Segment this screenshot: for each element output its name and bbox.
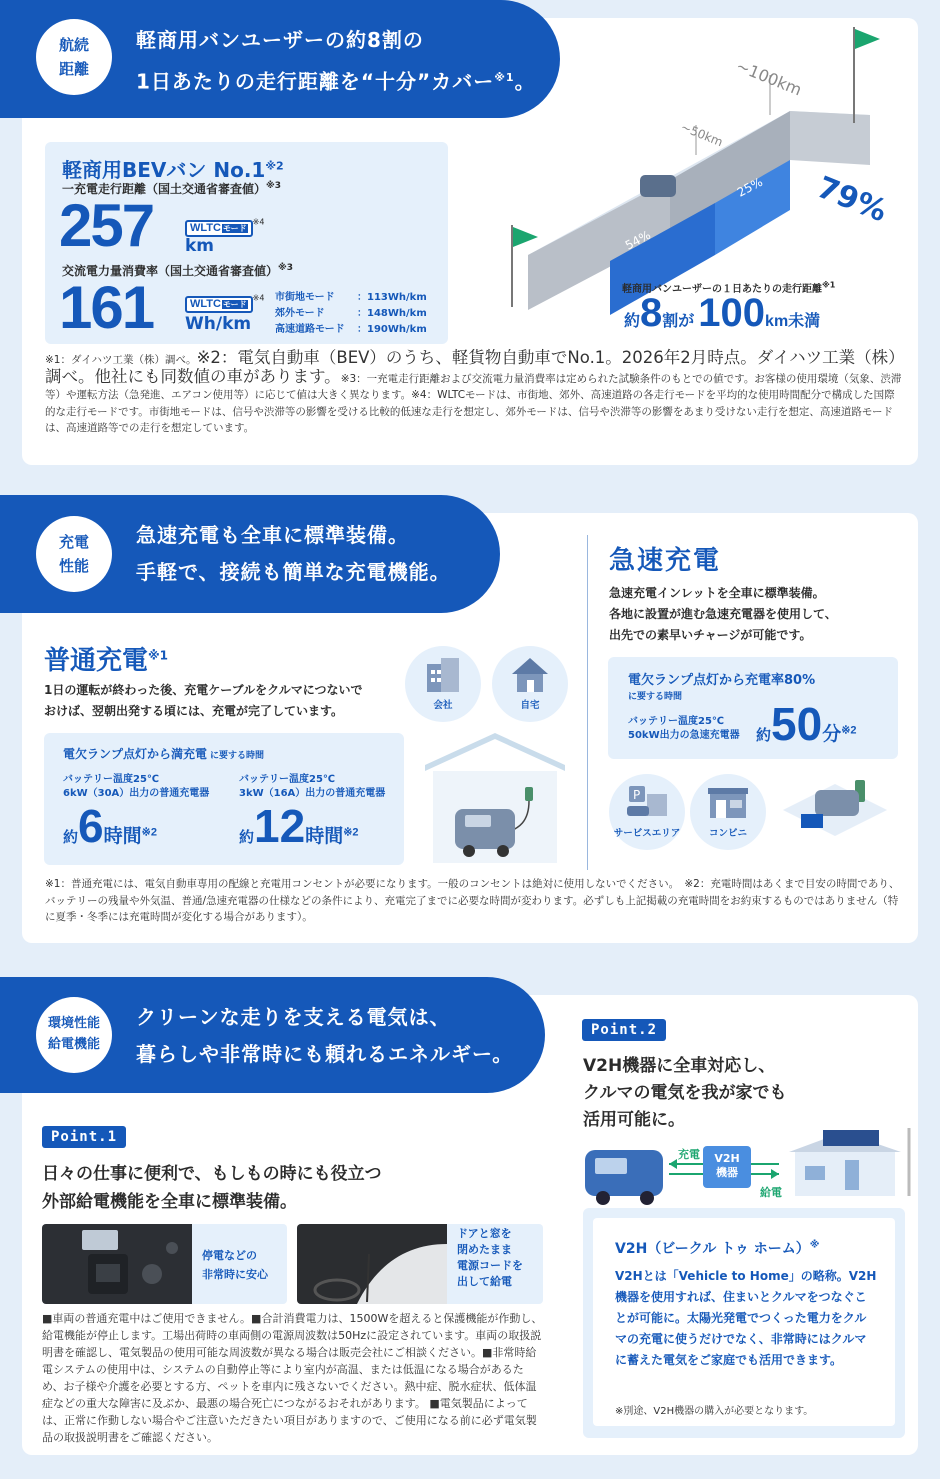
photo2-caption: ドアと窓を 閉めたまま 電源コードを 出して給電 <box>457 1227 523 1288</box>
summary-unit: km未満 <box>765 313 821 330</box>
charge-header-text: 急速充電も全車に標準装備。 手軽で、接続も簡単な充電機能。 <box>136 523 451 584</box>
charge-badge: 充電 性能 <box>36 516 112 592</box>
v2h-title <box>615 1238 819 1258</box>
v2h-desc: V2Hとは「Vehicle to Home」の略称。V2H機器を使用すれば、住まいとクルマをつなぐことが可能に。太陽光発電でつくった電力をクルマの充電に使うだけでなく、非常時にはクルマに蓄えた電気をご家庭でも活用できます。 <box>615 1269 877 1367</box>
quick-title: 急速充電 <box>609 546 722 576</box>
solar-panel <box>823 1130 879 1146</box>
charge-header <box>0 495 500 613</box>
chart-caption-mark: ※1 <box>822 280 836 290</box>
consumption-value: 161 <box>59 274 154 341</box>
normal-box-title-text: 電欠ランプ点灯から満充電 <box>63 747 208 761</box>
chart-caption-text: 軽商用バンユーザーの１日あたりの走行距離 <box>622 284 822 295</box>
mode-name: 郊外モード <box>275 308 325 319</box>
office-icon <box>423 656 463 694</box>
range-value: 257 <box>59 192 154 259</box>
mode-value: 148Wh/km <box>367 308 427 319</box>
quick-box-title: 電欠ランプ点灯から充電率80% <box>628 673 816 688</box>
chart-summary <box>624 291 820 336</box>
mode-value: 113Wh/km <box>367 292 427 303</box>
wltc-mark-2: ※4 <box>252 293 265 303</box>
c6-mark: ※2 <box>141 826 157 839</box>
normal-box-title <box>63 745 264 762</box>
v2h-note: ※別途、V2H機器の購入が必要となります。 <box>615 1406 814 1417</box>
conv-circle <box>690 774 766 850</box>
c12-mark: ※2 <box>343 826 359 839</box>
range-header-end: 。 <box>514 69 536 94</box>
company-circle <box>405 646 481 722</box>
normal-desc: 1日の運転が終わった後、充電ケーブルをクルマにつないで おけば、翌朝出発する頃には、充電が完了しています。 <box>44 683 363 718</box>
power-badge: 環境性能 給電機能 <box>36 997 112 1073</box>
label-25: 25% <box>734 174 765 200</box>
v2h-box <box>583 1208 905 1438</box>
quick-desc: 急速充電インレットを全車に標準装備。 各地に設置が進む急速充電器を使用して、 出先での素早いチャージが可能です。 <box>609 586 837 642</box>
point1-notes: ■車両の普通充電中はご使用できません。■合計消費電力は、1500Wを超えると保護機能が作動し、給電機能が停止します。工場出荷時の車両側の電源周波数は50Hzに設定されています。車両の取扱説明書を確認し、電気製品の使用可能な周波数が異なる場合は販売会社にご相談ください。■非常時給電システムの使用中は、システムの自動停止等により室内が高温、または低温になる場合があるため、お子様や介護を必要とする方、ペットを車内に残さないでください。熱中症、脱水症状、低体温症などの重大な障害に及ぶか、最悪の場合死亡につながるおそれがあります。 ■電気製品によっては、正常に作動しない場合やご注意いただきたい項目がありますので、ご使用になる前に必ず電気製品の取扱説明書をご確認ください。 <box>42 1312 543 1444</box>
parking-icon <box>625 784 669 820</box>
wltc-logo-text: WLTC <box>190 222 221 234</box>
v2h-title-text: V2H（ビークル トゥ ホーム） <box>615 1241 810 1257</box>
charge-label: 充電 <box>678 1148 700 1161</box>
normal-box-sub: に要する時間 <box>210 751 265 761</box>
range-label-text: 一充電走行距離（国土交通省審査値） <box>62 182 267 196</box>
mode-list <box>275 290 427 338</box>
note-1: ※1：ダイハツ工業（株）調べ。 <box>45 354 197 366</box>
chart-bar-end <box>790 111 870 165</box>
v2h-box-inner <box>593 1218 895 1426</box>
van-icon <box>640 175 676 197</box>
wltc-logo-2 <box>185 296 253 313</box>
company-label: 会社 <box>433 700 453 711</box>
mode-name: 高速道路モード <box>275 324 345 335</box>
section-divider <box>587 535 588 870</box>
bev-title-text: 軽商用BEVバン No.1 <box>62 158 266 182</box>
range-label-mark: ※3 <box>266 181 282 191</box>
summary-ga: が <box>678 313 695 330</box>
flag-end <box>855 29 880 49</box>
quick-mark: ※2 <box>841 724 857 737</box>
point2-title: V2H機器に全車対応し、 クルマの電気を我が家でも 活用可能に。 <box>583 1056 787 1130</box>
range-wltc <box>185 216 264 237</box>
mode-row: 市街地モード ：113Wh/km <box>275 290 427 306</box>
c6-num: 6 <box>78 800 104 852</box>
range-unit: km <box>185 236 215 256</box>
label-54: 54% <box>622 227 653 253</box>
point1-badge: Point.1 <box>42 1126 126 1148</box>
label-100km: ~100km <box>733 56 805 100</box>
home-label: 自宅 <box>520 700 540 711</box>
normal-title <box>44 640 168 677</box>
quick-num: 50 <box>771 698 823 750</box>
c12-pre: 約 <box>239 829 255 846</box>
power-header-text: クリーンな走りを支える電気は、 暮らしや非常時にも頼れるエネルギー。 <box>136 1005 514 1066</box>
charge-notes: ※1：普通充電には、電気自動車専用の配線と充電用コンセントが必要になります。一般のコンセントは絶対に使用しないでください。 ※2：充電時間はあくまで目安の時間であり、バッテリーの残量や外気温、普通/急速充電器の仕様などの条件により、充電完了までに必要な時間が変わります。必ずしも上記掲載の充電時間をお約束するものではありません（特に夏季・冬季には充電時間が変化する場合があります）。 <box>45 878 900 923</box>
range-notes <box>45 350 905 437</box>
wltc-logo-mode-2: モード <box>222 300 247 309</box>
mode-row: 郊外モード ：148Wh/km <box>275 306 427 322</box>
home-circle <box>492 646 568 722</box>
svg-text:P: P <box>633 788 641 802</box>
c12-time <box>239 799 359 853</box>
supply-label: 給電 <box>760 1186 782 1199</box>
point1-title: 日々の仕事に便利で、もしもの時にも役立つ 外部給電機能を全車に標準装備。 <box>42 1164 382 1212</box>
note-2: ※2：電気自動車（BEV）のうち、軽貨物自動車でNo.1。2026年2月時点。ダイハツ工業（株）調べ。他社にも同数値の車があります。 <box>45 348 905 386</box>
quick-time <box>756 697 857 751</box>
normal-title-text: 普通充電 <box>44 646 149 676</box>
bev-title-mark: ※2 <box>265 159 284 173</box>
power-header <box>0 977 545 1093</box>
range-badge: 航続 距離 <box>36 19 112 95</box>
wltc-logo-text-2: WLTC <box>190 298 221 310</box>
label-50km: ~50km <box>678 119 725 150</box>
note-3: ※3：一充電走行距離および交流電力量消費率は定められた試験条件のもとでの値です。お客様の使用環境（気象、渋滞等）や運転方法（急発進、エアコン使用等）に応じて値は大きく異なります。※4：WLTCモードは、市街地、郊外、高速道路の各走行モードを平均的な使用時間配分で構成した国際的な走行モードです。市街地モードは、信号や渋滞等の影響を受ける比較的低速な走行を想定し、郊外モードは、信号や渋滞等の影響をあまり受けない走行を想定、高速道路モードは、高速道路等での走行を想定しています。 <box>45 372 902 434</box>
c6-time <box>63 799 157 853</box>
quick-unit: 分 <box>822 724 842 745</box>
mode-value: 190Wh/km <box>367 324 427 335</box>
quick-cond: バッテリー温度25℃ 50kW出力の急速充電器 <box>628 716 740 741</box>
wltc-mark: ※4 <box>252 217 265 227</box>
range-header-main: 軽商用バンユーザーの約8割の 1日あたりの走行距離を“十分”カバー <box>136 28 495 94</box>
consumption-wltc <box>185 292 264 313</box>
normal-time-box <box>44 733 404 865</box>
spec-box <box>45 142 448 344</box>
photo1-caption: 停電などの 非常時に安心 <box>202 1249 268 1281</box>
mode-row: 高速道路モード ：190Wh/km <box>275 322 427 338</box>
quick-time-box <box>608 657 898 759</box>
label-79: 79% <box>812 169 892 230</box>
c6-unit: 時間 <box>103 826 142 847</box>
wltc-logo <box>185 220 253 237</box>
summary-approx: 約 <box>624 313 641 330</box>
consumption-label-mark: ※3 <box>278 263 294 273</box>
sa-label: サービスエリア <box>613 828 681 839</box>
c6-cond: バッテリー温度25℃ 6kW（30A）出力の普通充電器 <box>63 774 210 799</box>
quick-box-sub: に要する時間 <box>628 692 683 702</box>
sa-circle <box>609 774 685 850</box>
house-icon <box>510 656 550 694</box>
range-header-mark: ※1 <box>494 71 515 84</box>
c6-pre: 約 <box>63 829 79 846</box>
normal-title-mark: ※1 <box>148 648 169 663</box>
c12-num: 12 <box>254 800 306 852</box>
bev-title <box>62 154 284 183</box>
summary-num2: 100 <box>698 291 766 335</box>
quick-pre: 約 <box>756 727 772 744</box>
summary-num1: 8 <box>640 291 663 335</box>
mode-name: 市街地モード <box>275 292 335 303</box>
window-image <box>297 1224 447 1304</box>
c12-cond: バッテリー温度25℃ 3kW（16A）出力の普通充電器 <box>239 774 386 799</box>
outlet-photo <box>42 1224 287 1304</box>
summary-wari: 割 <box>662 313 679 330</box>
consumption-unit: Wh/km <box>185 314 252 334</box>
outlet-image <box>42 1224 192 1304</box>
point2-badge: Point.2 <box>582 1019 666 1041</box>
garage-illustration <box>415 725 575 865</box>
consumption-label-text: 交流電力量消費率（国土交通省審査値） <box>62 264 279 278</box>
v2h-title-mark: ※ <box>809 1239 820 1251</box>
flag-start <box>513 227 538 247</box>
wltc-logo-mode: モード <box>222 224 247 233</box>
v2h-device-label: V2H 機器 <box>714 1152 740 1179</box>
conv-label: コンビニ <box>708 828 747 839</box>
c12-unit: 時間 <box>305 826 344 847</box>
quick-charger-illustration <box>775 770 895 850</box>
window-photo <box>297 1224 543 1304</box>
store-icon <box>706 784 750 820</box>
